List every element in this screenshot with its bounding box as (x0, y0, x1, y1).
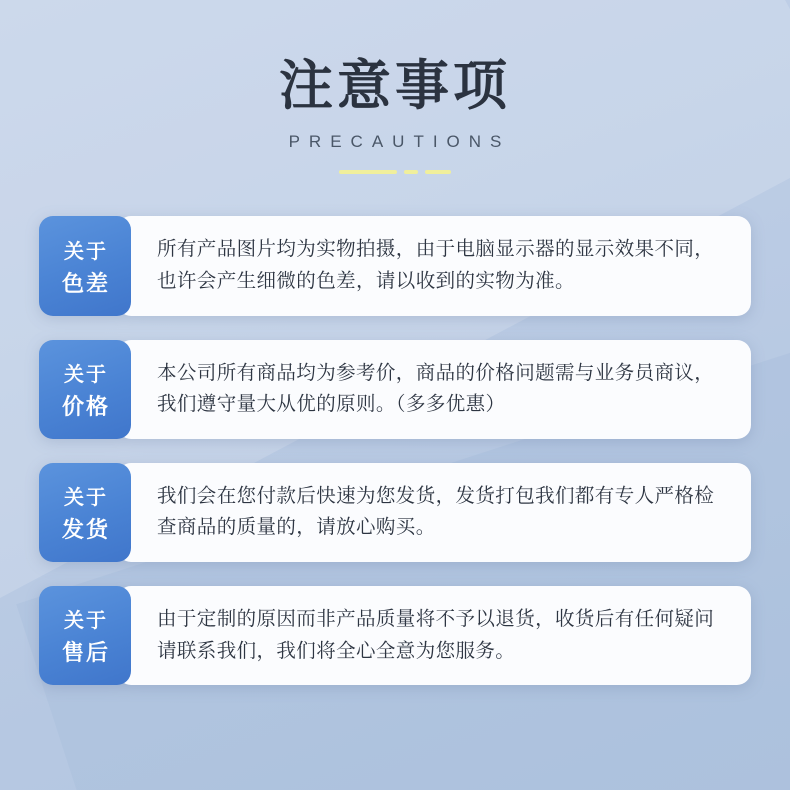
tag-line-1: 关于 (64, 240, 108, 263)
tag-line-1: 关于 (64, 486, 108, 509)
item-text: 我们会在您付款后快速为您发货，发货打包我们都有专人严格检查商品的质量的，请放心购买。 (157, 484, 715, 539)
underline-segment-short (404, 170, 418, 174)
item-tag-shipping (39, 463, 131, 562)
underline-segment-medium (425, 170, 451, 174)
tag-line-1: 关于 (64, 610, 108, 633)
list-item (39, 216, 751, 315)
item-tag-after-sales (39, 586, 131, 685)
underline-segment-long (339, 170, 397, 174)
item-text: 由于定制的原因而非产品质量将不予以退货，收货后有任何疑问请联系我们，我们将全心全意为您服务。 (157, 607, 715, 662)
tag-line-1: 关于 (64, 363, 108, 386)
item-body (117, 340, 751, 439)
item-body (117, 463, 751, 562)
tag-line-2: 发货 (61, 516, 110, 542)
item-text: 所有产品图片均为实物拍摄，由于电脑显示器的显示效果不同，也许会产生细微的色差，请以收到的实物为准。 (157, 238, 715, 293)
item-body (117, 586, 751, 685)
page-subtitle: PRECAUTIONS (288, 132, 511, 152)
list-item (39, 586, 751, 685)
list-item (39, 463, 751, 562)
page-header (0, 0, 790, 174)
title-underline-decoration (339, 170, 451, 174)
tag-line-2: 色差 (61, 270, 110, 296)
page-title: 注意事项 (279, 56, 511, 116)
item-tag-price (39, 340, 131, 439)
item-text: 本公司所有商品均为参考价，商品的价格问题需与业务员商议，我们遵守量大从优的原则。（多多优惠） (157, 361, 715, 416)
precaution-list (39, 216, 751, 685)
list-item (39, 340, 751, 439)
tag-line-2: 售后 (61, 640, 110, 666)
item-tag-color-difference (39, 216, 131, 315)
tag-line-2: 价格 (61, 393, 110, 419)
item-body (117, 216, 751, 315)
